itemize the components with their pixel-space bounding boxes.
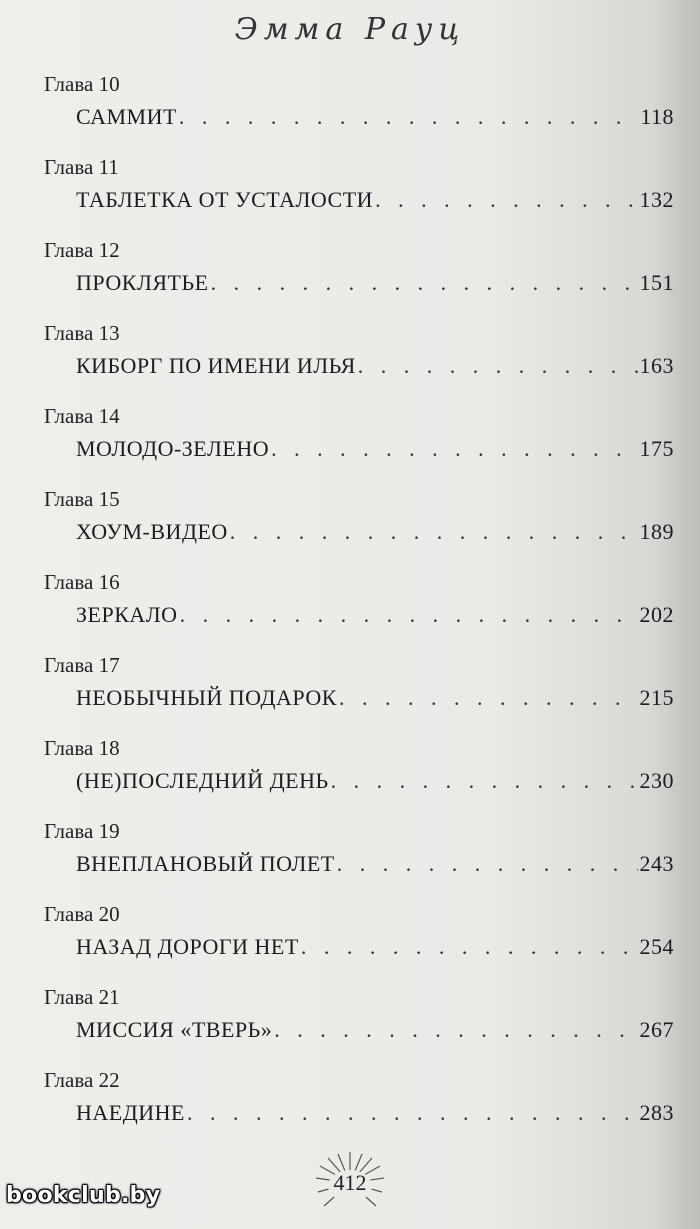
chapter-page-number: 215 (639, 685, 674, 710)
chapter-page-number: 202 (639, 602, 674, 627)
dot-leader (179, 104, 638, 130)
chapter-line (76, 934, 674, 960)
chapter-title: НЕОБЫЧНЫЙ ПОДАРОК (76, 685, 337, 710)
chapter-title: МИССИЯ «ТВЕРЬ» (76, 1017, 273, 1042)
table-of-contents (0, 72, 700, 1151)
running-head: Эмма Рауц (234, 12, 466, 47)
chapter-label: Глава 10 (44, 72, 120, 96)
toc-entry (0, 1068, 700, 1151)
chapter-label: Глава 22 (44, 1068, 120, 1092)
chapter-label: Глава 17 (44, 653, 120, 677)
dot-leader (211, 270, 638, 296)
chapter-label: Глава 12 (44, 238, 120, 262)
chapter-page-number: 283 (639, 1100, 674, 1125)
chapter-line (76, 1100, 674, 1126)
page-number: 412 (333, 1170, 367, 1195)
chapter-title: НАЕДИНЕ (76, 1100, 185, 1125)
dot-leader (301, 934, 638, 960)
chapter-label: Глава 16 (44, 570, 120, 594)
chapter-line (76, 768, 674, 794)
chapter-page-number: 118 (640, 104, 674, 129)
chapter-title: ВНЕПЛАНОВЫЙ ПОЛЕТ (76, 851, 335, 876)
dot-leader (339, 685, 638, 711)
dot-leader (271, 436, 637, 462)
dot-leader (180, 602, 638, 628)
dot-leader (337, 851, 638, 877)
chapter-label: Глава 19 (44, 819, 120, 843)
chapter-label: Глава 11 (44, 155, 119, 179)
chapter-page-number: 151 (639, 270, 674, 295)
toc-entry (0, 238, 700, 321)
chapter-title: ПРОКЛЯТЬЕ (76, 270, 209, 295)
toc-entry (0, 819, 700, 902)
chapter-page-number: 243 (639, 851, 674, 876)
chapter-line (76, 602, 674, 628)
toc-entry (0, 570, 700, 653)
chapter-label: Глава 15 (44, 487, 120, 511)
toc-entry (0, 736, 700, 819)
chapter-title: ХОУМ-ВИДЕО (76, 519, 228, 544)
chapter-title: МОЛОДО-ЗЕЛЕНО (76, 436, 270, 461)
chapter-page-number: 163 (639, 353, 674, 378)
chapter-line (76, 519, 674, 545)
chapter-label: Глава 14 (44, 404, 120, 428)
dot-leader (274, 1017, 637, 1043)
toc-entry (0, 487, 700, 570)
chapter-page-number: 254 (639, 934, 674, 959)
chapter-label: Глава 21 (44, 985, 120, 1009)
chapter-title: ТАБЛЕТКА ОТ УСТАЛОСТИ (76, 187, 374, 212)
chapter-title: НАЗАД ДОРОГИ НЕТ (76, 934, 299, 959)
dot-leader (331, 768, 638, 794)
toc-entry (0, 985, 700, 1068)
dot-leader (187, 1100, 638, 1126)
chapter-page-number: 230 (639, 768, 674, 793)
toc-entry (0, 72, 700, 155)
toc-entry (0, 404, 700, 487)
chapter-page-number: 267 (639, 1017, 674, 1042)
chapter-line (76, 436, 674, 462)
chapter-label: Глава 18 (44, 736, 120, 760)
chapter-line (76, 353, 674, 379)
toc-entry (0, 902, 700, 985)
chapter-line (76, 187, 674, 213)
chapter-page-number: 132 (639, 187, 674, 212)
dot-leader (230, 519, 638, 545)
site-watermark: bookclub.by (6, 1183, 161, 1208)
toc-entry (0, 155, 700, 238)
chapter-title: ЗЕРКАЛО (76, 602, 178, 627)
chapter-line (76, 1017, 674, 1043)
chapter-line (76, 104, 674, 130)
chapter-page-number: 175 (639, 436, 674, 461)
page-number-ornament (300, 1148, 400, 1218)
chapter-label: Глава 13 (44, 321, 120, 345)
toc-entry (0, 321, 700, 404)
chapter-title: САММИТ (76, 104, 177, 129)
dot-leader (358, 353, 638, 379)
toc-entry (0, 653, 700, 736)
chapter-line (76, 685, 674, 711)
chapter-label: Глава 20 (44, 902, 120, 926)
chapter-title: КИБОРГ ПО ИМЕНИ ИЛЬЯ (76, 353, 356, 378)
dot-leader (375, 187, 637, 213)
chapter-title: (НЕ)ПОСЛЕДНИЙ ДЕНЬ (76, 768, 329, 793)
chapter-line (76, 270, 674, 296)
chapter-page-number: 189 (639, 519, 674, 544)
chapter-line (76, 851, 674, 877)
